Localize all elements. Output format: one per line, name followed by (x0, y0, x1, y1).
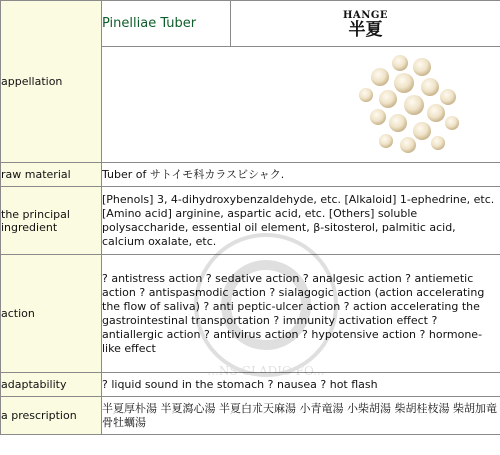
tuber-shapes (359, 55, 459, 153)
adaptability-value: ? liquid sound in the stomach ? nausea ? hot flash (102, 373, 500, 397)
japanese-name-cell (231, 1, 500, 47)
raw-material-row (1, 163, 500, 187)
action-label: action (1, 255, 102, 373)
action-row (1, 255, 500, 373)
prescription-value: 半夏厚朴湯 半夏瀉心湯 半夏白朮天麻湯 小青竜湯 小柴胡湯 柴胡桂枝湯 柴胡加竜骨牡蠣湯 (102, 397, 500, 435)
principal-ingredient-label-line2: ingredient (1, 220, 58, 234)
action-value: ? antistress action ? sedative action ? analgesic action ? antiemetic action ? antispasmodic action ? sialagogic action (action accelerating the flow of saliva) ? anti peptic-ulcer action ? action accelerating the gastrointestinal transportation ? immunity activation effect ? antiallergic action ? antivirus action ? hypotensive action ? hormone-like effect (102, 255, 500, 373)
latin-name: Pinelliae Tuber (102, 1, 231, 47)
watermark-text: ...NS GLADIO FO... (207, 364, 325, 378)
tuber-pile-icon (352, 51, 472, 156)
japanese-name: 半夏 (348, 19, 383, 40)
header-row (1, 1, 500, 47)
adaptability-label: adaptability (1, 373, 102, 397)
prescription-row (1, 397, 500, 435)
raw-material-value: Tuber of サトイモ科カラスビシャク. (102, 163, 500, 187)
adaptability-row (1, 373, 500, 397)
principal-ingredient-label (1, 187, 102, 255)
principal-ingredient-label-line1: the principal (1, 207, 70, 221)
japanese-reading: HANGE (342, 9, 388, 21)
principal-ingredient-row (1, 187, 500, 255)
photo-cell (102, 47, 500, 163)
appellation-label: appellation (1, 1, 102, 163)
principal-ingredient-value: [Phenols] 3, 4-dihydroxybenzaldehyde, etc. [Alkaloid] 1-ephedrine, etc. [Amino acid] arginine, aspartic acid, etc. [Others] soluble polysaccharide, essential oil element, β-sitosterol, palmitic acid, calcium oxalate, etc. (102, 187, 500, 255)
raw-material-label: raw material (1, 163, 102, 187)
prescription-label: a prescription (1, 397, 102, 435)
